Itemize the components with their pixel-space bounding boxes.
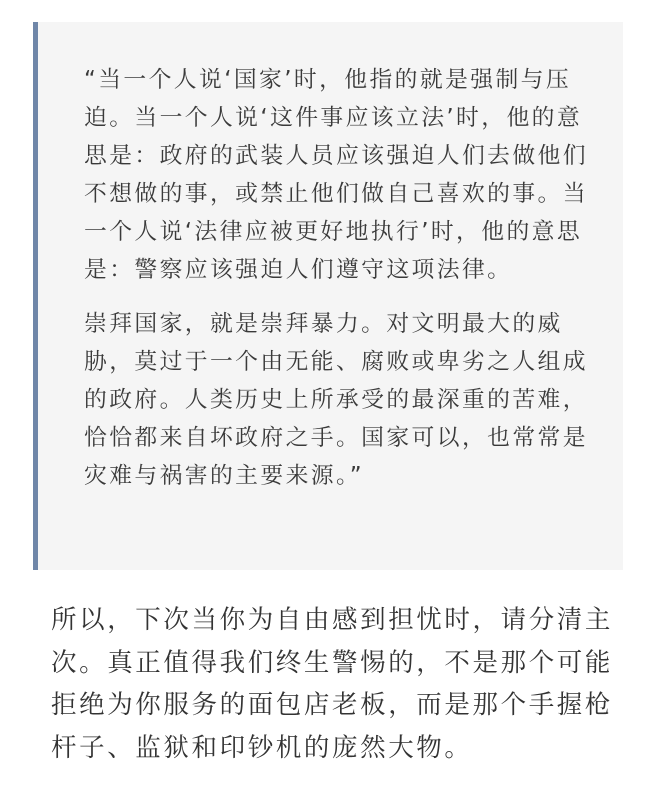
- quote-paragraph-2: 崇拜国家，就是崇拜暴力。对文明最大的威 胁，莫过于一个由无能、腐败或卑劣之人组成 的政府。人类历史上所承受的最深重的苦难， 恰恰都来自坏政府之手。国家可以，也常常是 灾难与祸害的主要来源。”: [84, 311, 588, 489]
- blockquote: [33, 22, 623, 570]
- quote-paragraph-1: “当一个人说‘国家’时，他指的就是强制与压 迫。当一个人说‘这件事应该立法’时，他的意 思是：政府的武装人员应该强迫人们去做他们 不想做的事，或禁止他们做自己喜欢的事。当 一个人说‘法律应被更好地执行’时，他的意思 是：警察应该强迫人们遵守这项法律。: [84, 67, 588, 283]
- quote-content: [84, 61, 614, 495]
- quote-accent-bar: [33, 22, 38, 570]
- body-paragraph: 所以，下次当你为自由感到担忧时，请分清主 次。真正值得我们终生警惕的，不是那个可能 拒绝为你服务的面包店老板，而是那个手握枪 杆子、监狱和印钞机的庞然大物。: [51, 605, 614, 763]
